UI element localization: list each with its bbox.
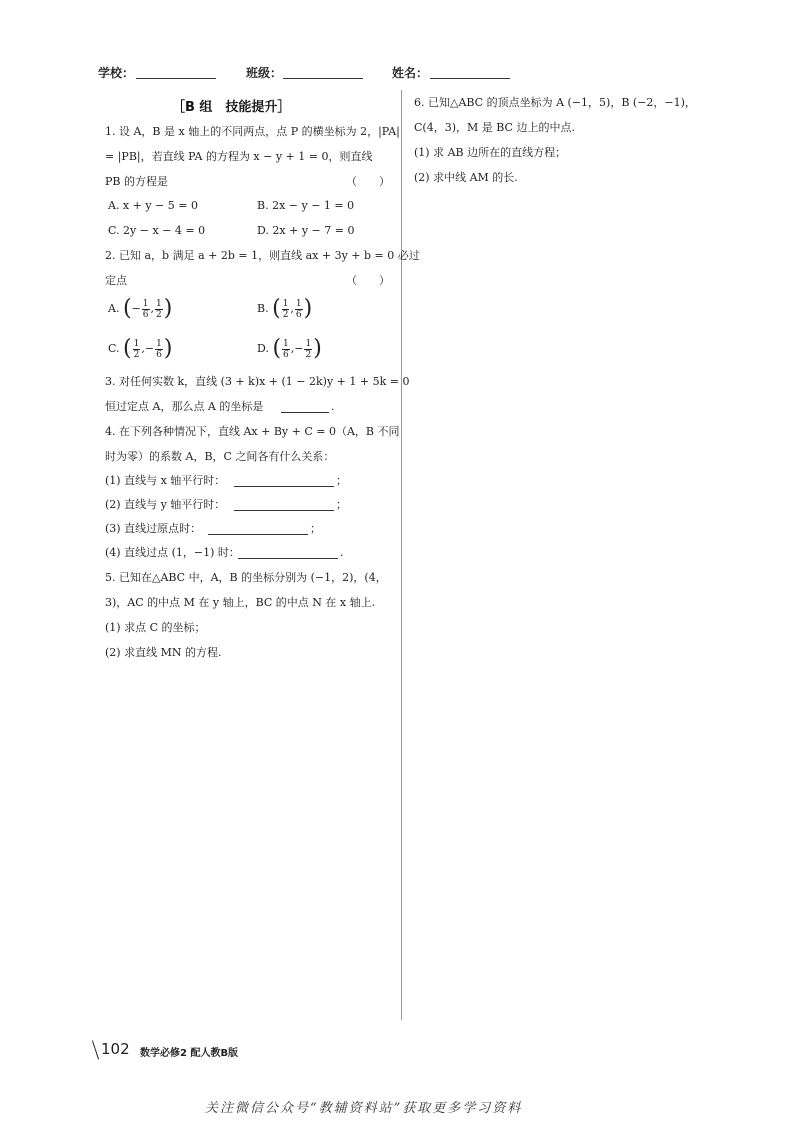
- q6-line2: C(4，3)，M 是 BC 边上的中点.: [414, 121, 575, 134]
- fraction-numerator: 1: [295, 298, 302, 309]
- fraction-denominator: 2: [133, 349, 140, 360]
- fraction-denominator: 6: [295, 309, 302, 320]
- fraction-numerator: 1: [283, 338, 289, 349]
- q2-option-c[interactable]: C. ( $\frac{1}{2}$ ,− $\frac{1}{6}$ ): [108, 336, 173, 361]
- q2-a-first-sign: −: [131, 302, 141, 315]
- fraction-numerator: 1: [133, 338, 140, 349]
- fraction: [304, 339, 312, 360]
- q2-answer-paren[interactable]: （ ）: [346, 274, 390, 287]
- q1-option-c[interactable]: C. 2y − x − 4 = 0: [108, 224, 206, 237]
- left-paren-glyph: (: [123, 336, 132, 361]
- q3-line2: 恒过定点 A，那么点 A 的坐标是: [105, 400, 264, 413]
- section-title: ［B 组 技能提升］: [172, 100, 291, 115]
- q3-answer-blank[interactable]: [281, 402, 329, 413]
- q2-c-second-sign: −: [144, 342, 155, 355]
- q1-option-b[interactable]: B. 2x − y − 1 = 0: [257, 199, 355, 212]
- q5-line1: 5. 已知在△ABC 中，A，B 的坐标分别为 (−1，2)，(4，: [105, 571, 387, 584]
- q2-d-second-sign: −: [294, 342, 304, 355]
- q2-option-d[interactable]: D. ( $\frac{1}{6}$ ,− $\frac{1}{2}$ ): [257, 336, 322, 361]
- q2-option-b-label: B.: [257, 302, 269, 315]
- q4-item1-blank[interactable]: [234, 476, 334, 487]
- right-paren-glyph: ): [313, 336, 322, 361]
- fraction: [282, 299, 290, 320]
- q4-item2-blank[interactable]: [234, 500, 334, 511]
- q1-line3: PB 的方程是: [105, 175, 168, 188]
- page-slash-mark: [92, 1040, 99, 1059]
- q1-option-a[interactable]: A. x + y − 5 = 0: [108, 199, 198, 212]
- q4-item4-end: .: [340, 546, 344, 559]
- promo-note: 关注微信公众号“教辅资料站”获取更多学习资料: [205, 1101, 523, 1116]
- column-divider: [401, 90, 402, 1020]
- q6-item2: (2) 求中线 AM 的长.: [414, 171, 518, 184]
- left-paren-glyph: (: [272, 336, 282, 361]
- q2-line1: 2. 已知 a，b 满足 a + 2b = 1，则直线 ax + 3y + b = 0 必过: [105, 249, 420, 262]
- q5-item1: (1) 求点 C 的坐标；: [105, 621, 206, 634]
- q2-option-a-label: A.: [108, 302, 120, 315]
- fraction-denominator: 2: [305, 349, 312, 360]
- q4-item1-end: ；: [336, 474, 347, 487]
- q3-line1: 3. 对任何实数 k，直线 (3 + k)x + (1 − 2k)y + 1 + 5k = 0: [105, 375, 410, 388]
- q4-line1: 4. 在下列各种情况下，直线 Ax + By + C = 0（A，B 不同: [105, 425, 400, 438]
- q2-option-a[interactable]: A. (− $\frac{1}{6}$ , $\frac{1}{2}$ ): [108, 296, 173, 321]
- q6-item1: (1) 求 AB 边所在的直线方程；: [414, 146, 567, 159]
- fraction-numerator: 1: [142, 298, 149, 309]
- q2-option-d-label: D.: [257, 342, 269, 355]
- q2-line2: 定点: [105, 274, 127, 287]
- fraction-numerator: 1: [156, 338, 162, 349]
- fraction-numerator: 1: [156, 298, 162, 309]
- q4-item2-end: ；: [336, 498, 347, 511]
- class-field[interactable]: [283, 78, 363, 79]
- fraction-numerator: 1: [305, 338, 312, 349]
- school-label: 学校：: [98, 66, 135, 80]
- q3-end: .: [331, 400, 335, 413]
- fraction: [295, 299, 303, 320]
- fraction-denominator: 6: [156, 349, 162, 360]
- fraction: [155, 339, 163, 360]
- q1-line1: 1. 设 A，B 是 x 轴上的不同两点，点 P 的横坐标为 2，|PA|: [105, 125, 400, 138]
- q5-line2: 3)，AC 的中点 M 在 y 轴上，BC 的中点 N 在 x 轴上.: [105, 596, 376, 609]
- fraction-denominator: 2: [282, 309, 289, 320]
- fraction: [282, 339, 290, 360]
- name-field[interactable]: [430, 78, 510, 79]
- q4-line2: 时为零）的系数 A，B，C 之间各有什么关系：: [105, 450, 335, 463]
- q4-item3: (3) 直线过原点时：: [105, 522, 202, 535]
- q4-item1: (1) 直线与 x 轴平行时：: [105, 474, 226, 487]
- left-paren-glyph: (: [272, 296, 281, 321]
- q4-item3-blank[interactable]: [208, 524, 308, 535]
- q6-line1: 6. 已知△ABC 的顶点坐标为 A (−1，5)，B (−2，−1)，: [414, 96, 696, 109]
- fraction-denominator: 6: [142, 309, 149, 320]
- q4-item4: (4) 直线过点 (1，−1) 时：: [105, 546, 240, 559]
- q4-item4-blank[interactable]: [238, 548, 338, 559]
- fraction-denominator: 2: [156, 309, 162, 320]
- q1-option-d[interactable]: D. 2x + y − 7 = 0: [257, 224, 355, 237]
- fraction-denominator: 6: [283, 349, 289, 360]
- fraction-numerator: 1: [282, 298, 289, 309]
- q4-item2: (2) 直线与 y 轴平行时：: [105, 498, 226, 511]
- page-number: 102: [101, 1040, 130, 1058]
- book-title: 数学必修2 配人教B版: [140, 1048, 239, 1059]
- fraction: [142, 299, 150, 320]
- fraction: [133, 339, 141, 360]
- fraction: [155, 299, 163, 320]
- school-field[interactable]: [136, 78, 216, 79]
- left-paren-glyph: (: [122, 296, 132, 321]
- class-label: 班级：: [246, 66, 283, 80]
- q1-line2: = |PB|，若直线 PA 的方程为 x − y + 1 = 0，则直线: [105, 150, 373, 163]
- q5-item2: (2) 求直线 MN 的方程.: [105, 646, 222, 659]
- right-paren-glyph: ): [163, 296, 173, 321]
- q1-answer-paren[interactable]: （ ）: [346, 175, 390, 188]
- right-paren-glyph: ): [163, 336, 173, 361]
- q2-option-c-label: C.: [108, 342, 120, 355]
- right-paren-glyph: ): [303, 296, 313, 321]
- name-label: 姓名：: [392, 66, 429, 80]
- q4-item3-end: ；: [310, 522, 321, 535]
- q2-option-b[interactable]: B. ( $\frac{1}{2}$ , $\frac{1}{6}$ ): [257, 296, 313, 321]
